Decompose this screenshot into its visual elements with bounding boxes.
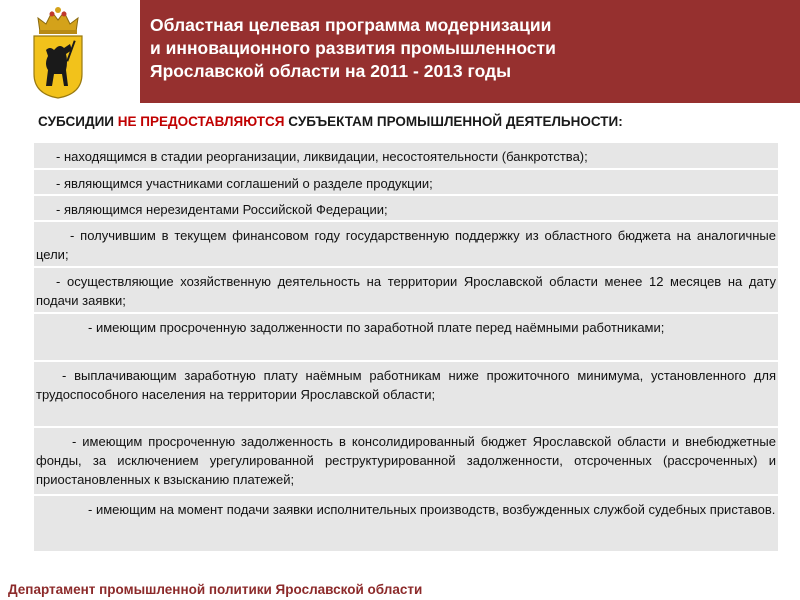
conditions-list	[34, 143, 778, 553]
coat-of-arms-icon	[20, 4, 96, 100]
page-title	[150, 14, 790, 83]
section-heading-part2: СУБЪЕКТАМ ПРОМЫШЛЕННОЙ ДЕЯТЕЛЬНОСТИ:	[284, 114, 623, 129]
title-line-1: Областная целевая программа модернизации	[150, 15, 552, 35]
list-item: - получившим в текущем финансовом году государственную поддержку из областного бюджета на аналогичные цели;	[34, 222, 778, 268]
list-item: - являющимся участниками соглашений о разделе продукции;	[34, 170, 778, 196]
list-item: - находящимся в стадии реорганизации, ликвидации, несостоятельности (банкротства);	[34, 143, 778, 170]
title-line-2: и инновационного развития промышленности	[150, 38, 556, 58]
list-item: - имеющим на момент подачи заявки исполнительных производств, возбужденных службой судебных приставов.	[34, 496, 778, 553]
section-heading-accent: НЕ ПРЕДОСТАВЛЯЮТСЯ	[117, 114, 285, 129]
list-item: - выплачивающим заработную плату наёмным работникам ниже прожиточного минимума, установленного для трудоспособного населения на территории Ярославской области;	[34, 362, 778, 428]
section-heading-part1: СУБСИДИИ	[38, 114, 118, 129]
section-heading	[38, 114, 788, 129]
list-item: - являющимся нерезидентами Российской Федерации;	[34, 196, 778, 222]
list-item: - осуществляющие хозяйственную деятельность на территории Ярославской области менее 12 месяцев на дату подачи заявки;	[34, 268, 778, 314]
footer-department: Департамент промышленной политики Ярославской области	[8, 582, 423, 597]
list-item: - имеющим просроченную задолженности по заработной плате перед наёмными работниками;	[34, 314, 778, 362]
title-line-3: Ярославской области на 2011 - 2013 годы	[150, 61, 512, 81]
list-item: - имеющим просроченную задолженность в консолидированный бюджет Ярославской области и внебюджетные фонды, за исключением урегулированной реструктурированной задолженности, отсроченных (рассроченных) и приостановленных к взысканию платежей;	[34, 428, 778, 496]
